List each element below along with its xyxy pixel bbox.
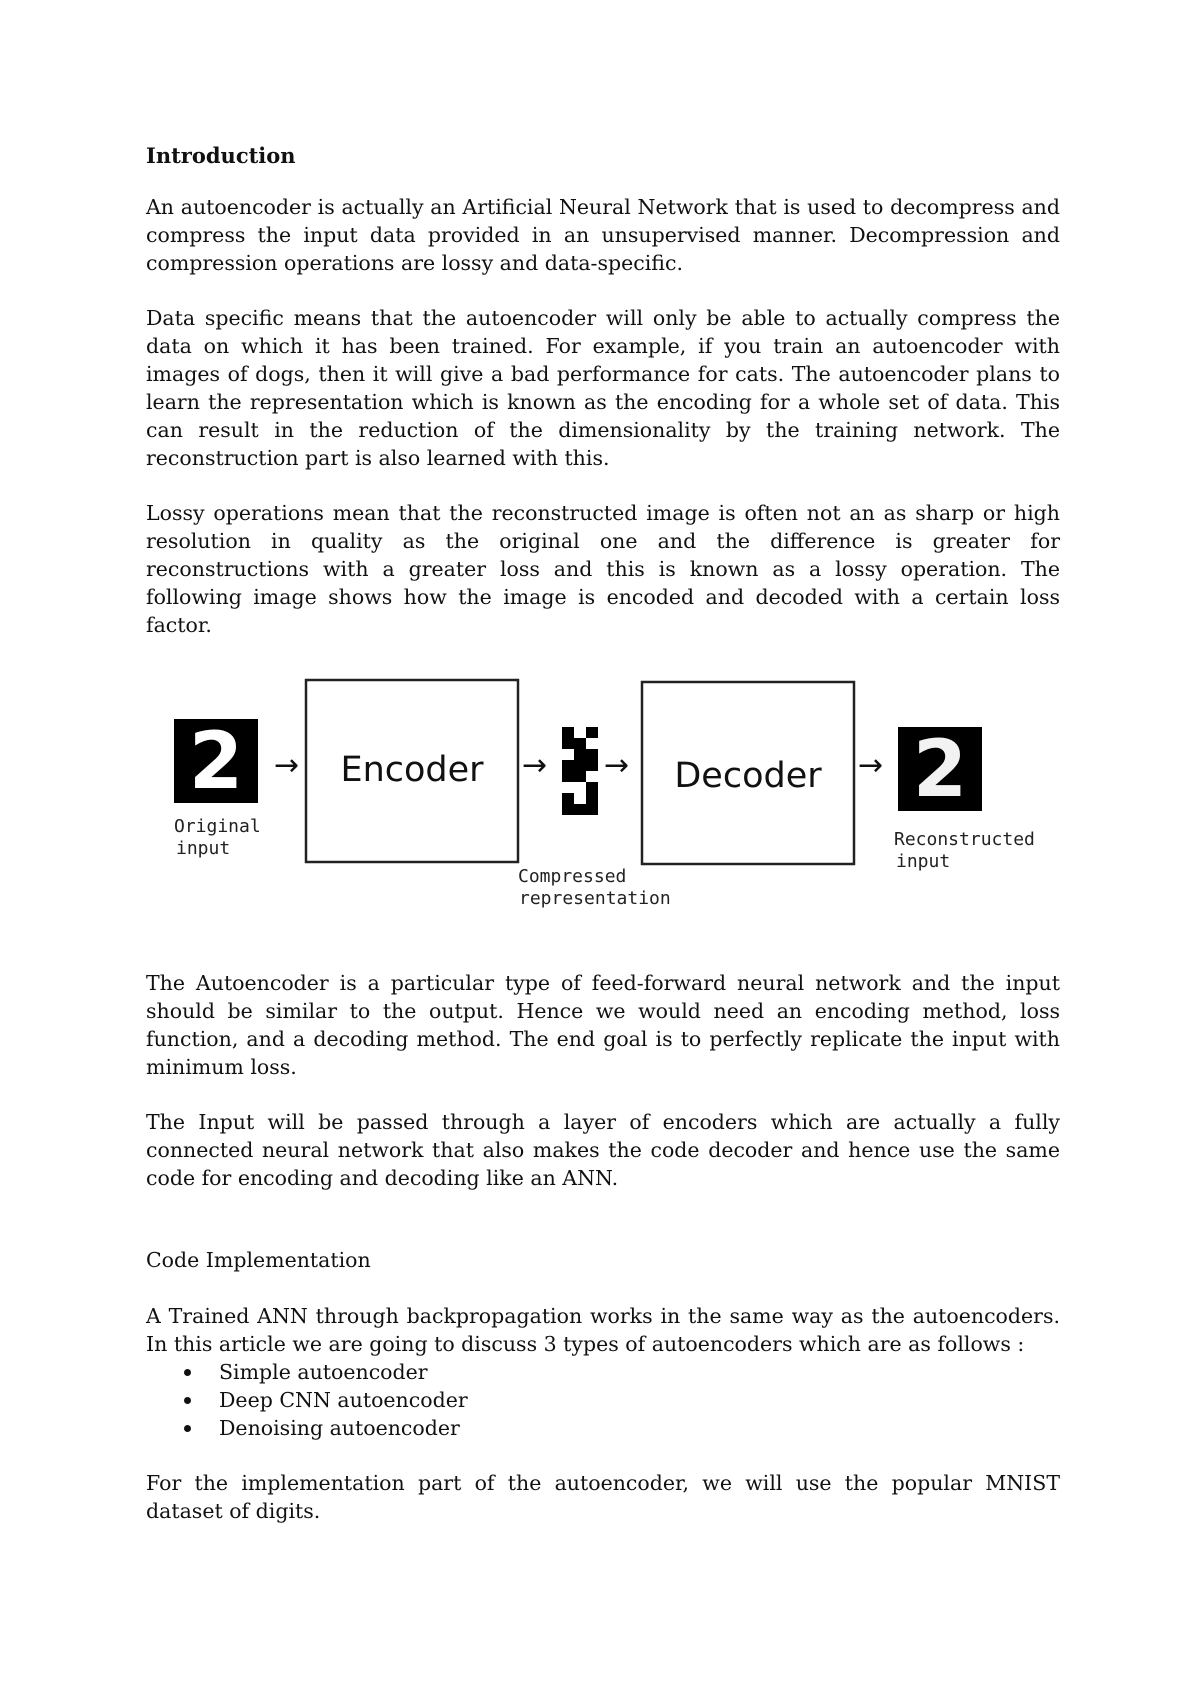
reconstructed-input-image	[898, 725, 982, 815]
caption-reconstructed-line2: input	[896, 851, 951, 872]
autoencoder-types-list	[146, 1358, 1060, 1442]
autoencoder-diagram	[146, 672, 1060, 940]
original-input-image	[174, 717, 258, 807]
list-item	[146, 1386, 1060, 1414]
encoder-block	[306, 680, 518, 862]
section-title-introduction: Introduction	[146, 143, 296, 168]
encoder-label: Encoder	[340, 750, 484, 790]
paragraph-intro-3: Lossy operations mean that the reconstructed image is often not an as sharp or high resolution in quality as the original one and the difference is greater for reconstructions with a greater loss and this is known as a lossy operation. The following image shows how the image is encoded and decoded with a certain loss factor.	[146, 501, 1060, 637]
caption-original-line2: input	[176, 838, 231, 859]
list-item	[146, 1414, 1060, 1442]
bullet-icon	[184, 1369, 191, 1376]
list-item-label: Denoising autoencoder	[219, 1416, 460, 1440]
list-item	[146, 1358, 1060, 1386]
bullet-icon	[184, 1397, 191, 1404]
decoder-label: Decoder	[674, 756, 822, 796]
paragraph-body-2: The Input will be passed through a layer of encoders which are actually a fully connected neural network that also makes the code decoder and hence use the same code for encoding and decoding like an ANN.	[146, 1110, 1060, 1190]
bullet-icon	[184, 1425, 191, 1432]
reconstructed-digit: 2	[912, 725, 968, 815]
arrow-2: →	[522, 748, 548, 783]
list-item-label: Simple autoencoder	[219, 1360, 428, 1384]
arrow-4: →	[858, 748, 884, 783]
arrow-1: →	[274, 748, 300, 783]
document-page	[146, 142, 1060, 1552]
decoder-block	[642, 682, 854, 864]
list-item-label: Deep CNN autoencoder	[219, 1388, 468, 1412]
arrow-3: →	[604, 748, 630, 783]
paragraph-intro-1: An autoencoder is actually an Artificial Neural Network that is used to decompress and compress the input data provided in an unsupervised manner. Decompression and compression operations are lossy and data-specific.	[146, 195, 1060, 275]
paragraph-code-2: For the implementation part of the autoencoder, we will use the popular MNIST dataset of digits.	[146, 1471, 1060, 1523]
paragraph-intro-2: Data specific means that the autoencoder will only be able to actually compress the data on which it has been trained. For example, if you train an autoencoder with images of dogs, then it will give a bad performance for cats. The autoencoder plans to learn the representation which is known as the encoding for a whole set of data. This can result in the reduction of the dimensionality by the training network. The reconstruction part is also learned with this.	[146, 306, 1060, 470]
paragraph-body-1: The Autoencoder is a particular type of feed-forward neural network and the input should be similar to the output. Hence we would need an encoding method, loss function, and a decoding method. The end goal is to perfectly replicate the input with minimum loss.	[146, 971, 1060, 1079]
compressed-code-image	[562, 727, 598, 815]
section-title-code-implementation: Code Implementation	[146, 1248, 371, 1272]
caption-compressed-line1: Compressed	[518, 866, 627, 887]
paragraph-code-1: A Trained ANN through backpropagation works in the same way as the autoencoders. In this article we are going to discuss 3 types of autoencoders which are as follows :	[146, 1304, 1060, 1356]
section-spacer	[146, 1219, 1060, 1246]
caption-compressed-line2: representation	[519, 888, 671, 909]
caption-reconstructed-line1: Reconstructed	[894, 829, 1035, 850]
caption-original-line1: Original	[174, 816, 261, 837]
original-digit: 2	[188, 717, 244, 807]
